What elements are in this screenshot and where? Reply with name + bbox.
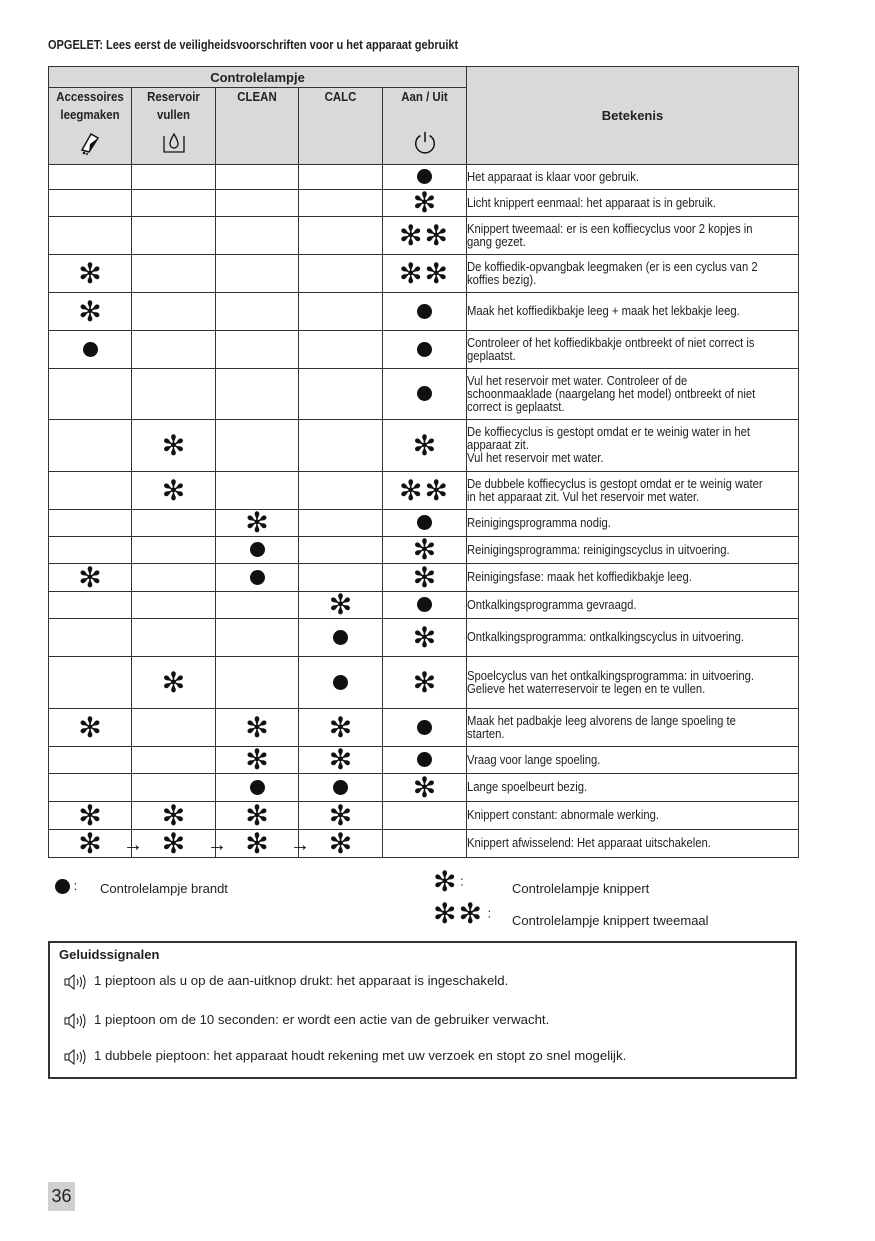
lamp-blink-icon: ✻ (412, 621, 437, 653)
state-cell (132, 190, 216, 217)
state-cell (216, 709, 299, 747)
table-row (49, 190, 799, 217)
state-cell (299, 799, 383, 831)
state-cell (216, 537, 299, 564)
sound-signals-box (48, 941, 797, 1079)
state-cell (49, 774, 132, 802)
state-cell (49, 709, 132, 747)
lamp-blink-icon: ✻ (161, 666, 186, 698)
col-calc: CALC (299, 88, 383, 165)
state-cell (132, 472, 216, 510)
warning-title: OPGELET: Lees eerst de veiligheidsvoorschriften voor u het apparaat gebruikt (48, 38, 459, 52)
meaning-cell: Knippert afwisselend: Het apparaat uitschakelen. (467, 830, 799, 858)
meaning-cell: Vraag voor lange spoeling. (467, 747, 799, 774)
state-cell (216, 657, 299, 709)
state-cell (299, 744, 383, 775)
lamp-blink-icon: ✻ (328, 799, 353, 831)
col-reservoir: Reservoir vullen (132, 88, 216, 165)
state-cell (132, 619, 216, 657)
lamp-blink-icon: ✻ (412, 771, 437, 803)
state-cell (383, 619, 467, 657)
state-cell (383, 561, 467, 593)
state-cell (216, 255, 299, 293)
state-cell (132, 255, 216, 293)
state-cell (383, 217, 467, 255)
sound-item: 1 dubbele pieptoon: het apparaat houdt rekening met uw verzoek en stopt zo snel mogelijk. (64, 1048, 626, 1065)
meaning-cell: Controleer of het koffiedikbakje ontbreekt of niet correct is geplaatst. (467, 331, 799, 369)
state-cell (216, 420, 299, 472)
state-cell (299, 619, 383, 657)
state-cell (299, 472, 383, 510)
state-cell (383, 657, 467, 709)
lamp-blink-icon: ✻ (412, 534, 437, 565)
state-cell (299, 510, 383, 537)
state-cell (383, 709, 467, 747)
state-cell (383, 331, 467, 369)
lamp-on-icon (55, 879, 70, 894)
state-cell (299, 537, 383, 564)
state-cell (132, 165, 216, 190)
lamp-on-icon (417, 386, 432, 401)
lamp-blink-icon: ✻ (78, 711, 102, 743)
state-cell (383, 420, 467, 472)
state-cell (132, 747, 216, 774)
lamp-blink-icon: ✻ (161, 474, 186, 506)
state-cell (299, 331, 383, 369)
lamp-blink-icon: ✻ (78, 561, 102, 593)
legend-on-label: Controlelampje brandt (100, 881, 228, 896)
legend-blink2 (433, 898, 709, 929)
state-cell (49, 369, 132, 420)
table-row (49, 709, 799, 747)
legend-colon: : (487, 905, 492, 921)
state-cell (383, 369, 467, 420)
state-cell (49, 190, 132, 217)
lamp-blink-icon: ✻ (161, 799, 186, 831)
state-cell (383, 510, 467, 537)
lamp-on-icon (417, 515, 432, 530)
table-row (49, 165, 799, 190)
state-cell (299, 564, 383, 592)
state-cell (383, 830, 467, 858)
sound-item: 1 pieptoon om de 10 seconden: er wordt een actie van de gebruiker verwacht. (64, 1012, 549, 1029)
state-cell (216, 165, 299, 190)
state-cell (299, 420, 383, 472)
legend-blink (433, 866, 650, 897)
meaning-cell: Vul het reservoir met water. Controleer of de schoonmaaklade (naargelang het model) ontbreekt of niet correct is geplaatst. (467, 369, 799, 420)
meaning-cell: Ontkalkingsprogramma gevraagd. (467, 592, 799, 619)
lamp-on-icon (417, 752, 432, 767)
arrow-right-icon: → (207, 834, 227, 856)
state-cell (299, 293, 383, 331)
state-cell (216, 507, 299, 538)
lamp-blink-icon: ✻ (78, 799, 102, 831)
table-row (49, 217, 799, 255)
water-tank-icon (160, 130, 188, 156)
state-cell (216, 564, 299, 592)
state-cell (49, 747, 132, 774)
power-icon (411, 130, 439, 156)
state-cell (49, 827, 143, 859)
state-cell (49, 510, 132, 537)
table-row (49, 472, 799, 510)
state-cell (299, 709, 383, 747)
lamp-blink-twice-icon: ✻✻ (433, 898, 484, 929)
legend-blink2-label: Controlelampje knippert tweemaal (512, 913, 709, 928)
state-cell (299, 165, 383, 190)
lamp-blink-icon: ✻ (78, 827, 102, 859)
state-cell (49, 293, 132, 331)
lamp-blink-icon: ✻ (245, 507, 269, 538)
table-row (49, 802, 799, 830)
lamp-blink-icon: ✻ (245, 827, 269, 859)
state-cell (49, 255, 132, 293)
meaning-cell: Spoelcyclus van het ontkalkingsprogramma: in uitvoering. Gelieve het waterreservoir te legen en te vullen. (467, 657, 799, 709)
state-cell (49, 217, 132, 255)
state-cell (216, 369, 299, 420)
state-cell (132, 331, 216, 369)
meaning-header: Betekenis (467, 67, 799, 165)
table-row (49, 331, 799, 369)
lamp-blink-twice-icon: ✻✻ (399, 257, 450, 289)
state-cell (49, 537, 132, 564)
meaning-cell: De dubbele koffiecyclus is gestopt omdat er te weinig water in het apparaat zit. Vul het reservoir met water. (467, 472, 799, 510)
speaker-icon (64, 1049, 86, 1065)
speaker-icon (64, 974, 86, 990)
arrow-right-icon: → (290, 834, 310, 856)
state-cell (299, 369, 383, 420)
lamp-on-icon (333, 675, 348, 690)
table-row (49, 255, 799, 293)
lamp-blink-icon: ✻ (328, 711, 353, 743)
col-power: Aan / Uit (383, 88, 467, 165)
lamp-on-icon (250, 570, 265, 585)
state-cell (132, 657, 216, 709)
table-row (49, 293, 799, 331)
meaning-cell: De koffiedik-opvangbak leegmaken (er is een cyclus van 2 koffies bezig). (467, 255, 799, 293)
state-cell (216, 799, 299, 831)
lamp-on-icon (417, 169, 432, 184)
table-row (49, 592, 799, 619)
state-cell (49, 619, 132, 657)
table-row (49, 510, 799, 537)
lamp-blink-icon: ✻ (328, 744, 353, 775)
state-cell (49, 420, 132, 472)
lamp-blink-twice-icon: ✻✻ (399, 219, 450, 251)
state-cell (299, 774, 383, 802)
state-cell (49, 657, 132, 709)
meaning-cell: Reinigingsprogramma nodig. (467, 510, 799, 537)
table-row (49, 657, 799, 709)
state-cell (49, 331, 132, 369)
table-row (49, 619, 799, 657)
indicator-table (48, 66, 799, 858)
state-cell (49, 472, 132, 510)
lamp-blink-icon: ✻ (412, 666, 437, 698)
table-row (49, 830, 799, 858)
meaning-cell: Knippert tweemaal: er is een koffiecyclus voor 2 kopjes in gang gezet. (467, 217, 799, 255)
col-accessories: Accessoires leegmaken (49, 88, 132, 165)
lamp-on-icon (83, 342, 98, 357)
meaning-cell: Reinigingsprogramma: reinigingscyclus in uitvoering. (467, 537, 799, 564)
lamp-blink-icon: ✻ (245, 799, 269, 831)
state-cell (216, 774, 299, 802)
state-cell (132, 510, 216, 537)
lamp-on-icon (250, 542, 265, 557)
state-cell (383, 293, 467, 331)
table-row (49, 369, 799, 420)
sound-item: 1 pieptoon als u op de aan-uitknop drukt: het apparaat is ingeschakeld. (64, 973, 508, 990)
state-cell (216, 331, 299, 369)
table-row (49, 420, 799, 472)
state-cell (132, 799, 216, 831)
state-cell (132, 537, 216, 564)
page-number: 36 (48, 1182, 75, 1211)
state-cell (299, 657, 383, 709)
state-cell (216, 592, 299, 619)
meaning-cell: Reinigingsfase: maak het koffiedikbakje leeg. (467, 564, 799, 592)
state-cell (383, 534, 467, 565)
state-cell (132, 369, 216, 420)
state-cell (49, 592, 132, 619)
lamp-blink-icon: ✻ (328, 827, 353, 859)
lamp-blink-icon: ✻ (412, 187, 437, 218)
lamp-blink-icon: ✻ (78, 257, 102, 289)
lamp-blink-icon: ✻ (78, 295, 102, 327)
lamp-blink-icon: ✻ (161, 827, 186, 859)
meaning-cell: Ontkalkingsprogramma: ontkalkingscyclus in uitvoering. (467, 619, 799, 657)
state-cell (216, 217, 299, 255)
meaning-cell: Maak het padbakje leeg alvorens de lange spoeling te starten. (467, 709, 799, 747)
state-cell (299, 217, 383, 255)
lamp-on-icon (333, 780, 348, 795)
lamp-blink-icon: ✻ (161, 429, 186, 461)
table-row (49, 747, 799, 774)
meaning-cell: Lange spoelbeurt bezig. (467, 774, 799, 802)
state-cell (299, 589, 383, 620)
table-row (49, 564, 799, 592)
lamp-on-icon (417, 342, 432, 357)
state-cell (216, 744, 299, 775)
state-cell (216, 619, 299, 657)
state-cell (132, 564, 216, 592)
state-cell (383, 165, 467, 190)
table-row (49, 774, 799, 802)
meaning-cell: Knippert constant: abnormale werking. (467, 802, 799, 830)
state-cell (216, 827, 310, 859)
state-cell (49, 561, 132, 593)
state-cell (132, 420, 216, 472)
lamp-on-icon (250, 780, 265, 795)
state-cell (383, 472, 467, 510)
state-cell (383, 747, 467, 774)
state-cell (216, 293, 299, 331)
legend-colon: : (460, 873, 464, 889)
lamp-blink-icon: ✻ (433, 866, 457, 897)
state-cell (49, 799, 132, 831)
grounds-container-icon (76, 130, 104, 156)
lamp-on-icon (333, 630, 348, 645)
col-clean: CLEAN (216, 88, 299, 165)
state-cell (299, 255, 383, 293)
arrow-right-icon: → (123, 834, 143, 856)
legend-blink-label: Controlelampje knippert (512, 881, 650, 896)
state-cell (383, 771, 467, 803)
speaker-icon (64, 1013, 86, 1029)
state-cell (383, 592, 467, 619)
lamp-blink-icon: ✻ (412, 561, 437, 593)
state-cell (299, 190, 383, 217)
state-cell (383, 255, 467, 293)
lamp-blink-icon: ✻ (328, 589, 353, 620)
lamp-on-icon (417, 597, 432, 612)
meaning-cell: Maak het koffiedikbakje leeg + maak het lekbakje leeg. (467, 293, 799, 331)
state-cell (132, 592, 216, 619)
group-header: Controlelampje (49, 67, 467, 88)
state-cell (132, 774, 216, 802)
lamp-blink-icon: ✻ (245, 711, 269, 743)
state-cell (49, 165, 132, 190)
legend-colon: : (73, 878, 78, 893)
legend-on (55, 878, 228, 896)
lamp-blink-icon: ✻ (245, 744, 269, 775)
meaning-cell: De koffiecyclus is gestopt omdat er te weinig water in het apparaat zit. Vul het reservoir met water. (467, 420, 799, 472)
state-cell (132, 293, 216, 331)
meaning-cell: Het apparaat is klaar voor gebruik. (467, 165, 799, 190)
meaning-cell: Licht knippert eenmaal: het apparaat is in gebruik. (467, 190, 799, 217)
state-cell (216, 190, 299, 217)
state-cell (132, 827, 227, 859)
table-row (49, 537, 799, 564)
state-cell (132, 709, 216, 747)
state-cell (383, 187, 467, 218)
lamp-on-icon (417, 304, 432, 319)
lamp-blink-icon: ✻ (412, 429, 437, 461)
state-cell (299, 827, 383, 859)
state-cell (132, 217, 216, 255)
lamp-blink-twice-icon: ✻✻ (399, 474, 450, 506)
lamp-on-icon (417, 720, 432, 735)
state-cell (383, 802, 467, 830)
sound-signals-title: Geluidssignalen (59, 947, 160, 962)
state-cell (216, 472, 299, 510)
